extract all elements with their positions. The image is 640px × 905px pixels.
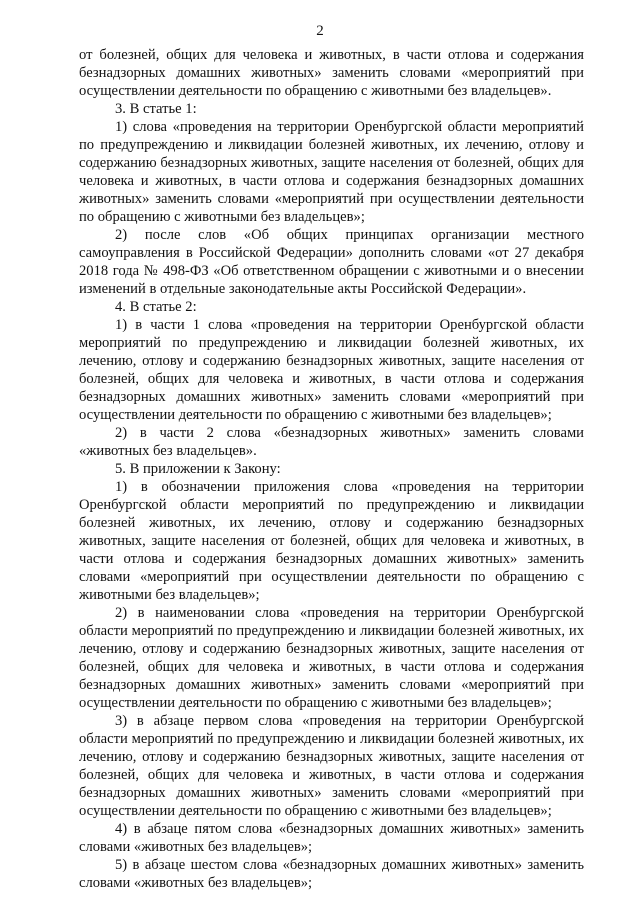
article-1-heading: 3. В статье 1:: [115, 101, 197, 117]
article-2-item-1: 1) в части 1 слова «проведения на территории Оренбургской области мероприятий по предупреждению и ликвидации болезней животных, их лечению, отлову и содержанию безнадзорных животных, защите населения от болезней, общих для человека и животных, в части отлова и содержания безнадзорных домашних животных» заменить словами «мероприятий при осуществлении деятельности по обращению с животными без владельцев»;: [79, 317, 584, 423]
document-body: [79, 46, 584, 892]
article-2-heading: 4. В статье 2:: [115, 299, 197, 315]
continuation-paragraph: от болезней, общих для человека и животных, в части отлова и содержания безнадзорных домашних животных» заменить словами «мероприятий при осуществлении деятельности по обращению с животными без владельцев».: [79, 47, 584, 99]
page-number: 2: [316, 23, 324, 39]
appendix-item-5: 5) в абзаце шестом слова «безнадзорных домашних животных» заменить словами «животных без владельцев»;: [79, 857, 584, 891]
article-2-item-2: 2) в части 2 слова «безнадзорных животных» заменить словами «животных без владельцев».: [79, 425, 584, 459]
article-1-item-2: 2) после слов «Об общих принципах организации местного самоуправления в Российской Федерации» дополнить словами «от 27 декабря 2018 года № 498-ФЗ «Об ответственном обращении с животными и о внесении изменений в отдельные законодательные акты Российской Федерации».: [79, 227, 584, 297]
article-1-item-1: 1) слова «проведения на территории Оренбургской области мероприятий по предупреждению и ликвидации болезней животных, их лечению, отлову и содержанию безнадзорных животных, защите населения от болезней, общих для человека и животных, в части отлова и содержания безнадзорных домашних животных» заменить словами «мероприятий при осуществлении деятельности по обращению с животными без владельцев»;: [79, 119, 584, 225]
appendix-item-1: 1) в обозначении приложения слова «проведения на территории Оренбургской области мероприятий по предупреждению и ликвидации болезней животных, их лечению, отлову и содержанию безнадзорных животных, защите населения от болезней, общих для человека и животных, в части отлова и содержания безнадзорных домашних животных» заменить словами «мероприятий при осуществлении деятельности по обращению с животными без владельцев»;: [79, 479, 584, 603]
appendix-item-2: 2) в наименовании слова «проведения на территории Оренбургской области мероприятий по предупреждению и ликвидации болезней животных, их лечению, отлову и содержанию безнадзорных животных, защите населения от болезней, общих для человека и животных, в части отлова и содержания безнадзорных домашних животных» заменить словами «мероприятий при осуществлении деятельности по обращению с животными без владельцев»;: [79, 605, 584, 711]
appendix-heading: 5. В приложении к Закону:: [115, 461, 281, 477]
appendix-item-4: 4) в абзаце пятом слова «безнадзорных домашних животных» заменить словами «животных без владельцев»;: [79, 821, 584, 855]
appendix-item-3: 3) в абзаце первом слова «проведения на территории Оренбургской области мероприятий по предупреждению и ликвидации болезней животных, их лечению, отлову и содержанию безнадзорных животных, защите населения от болезней, общих для человека и животных, в части отлова и содержания безнадзорных домашних животных» заменить словами «мероприятий при осуществлении деятельности по обращению с животными без владельцев»;: [79, 713, 584, 819]
